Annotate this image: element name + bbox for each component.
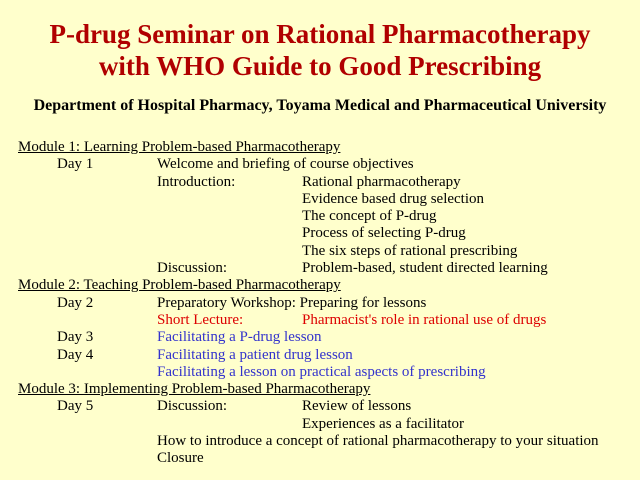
session-detail: The six steps of rational prescribing	[302, 242, 518, 259]
session-label: Facilitating a patient drug lesson	[157, 346, 353, 363]
session-detail: Experiences as a facilitator	[302, 415, 464, 432]
session-detail: Pharmacist's role in rational use of drugs	[302, 311, 547, 328]
session-label: Facilitating a lesson on practical aspects of prescribing	[157, 363, 486, 380]
module-heading-row	[18, 381, 634, 398]
schedule-row	[18, 450, 634, 467]
session-detail: Rational pharmacotherapy	[302, 173, 461, 190]
module-heading-row	[18, 277, 634, 294]
day-label: Day 1	[57, 156, 94, 173]
schedule-row	[18, 208, 634, 225]
session-detail: Process of selecting P-drug	[302, 225, 466, 242]
schedule-row	[18, 295, 634, 312]
schedule-row	[18, 364, 634, 381]
schedule-row	[18, 398, 634, 415]
seminar-schedule	[18, 139, 634, 468]
session-label: Short Lecture:	[157, 311, 244, 328]
schedule-row	[18, 329, 634, 346]
session-label: Preparatory Workshop: Preparing for lessons	[157, 294, 427, 311]
slide-title-line1: P-drug Seminar on Rational Pharmacotherapy	[49, 19, 591, 49]
session-detail: Problem-based, student directed learning	[302, 260, 548, 277]
session-label: Facilitating a P-drug lesson	[157, 329, 322, 346]
slide-title-line2: with WHO Guide to Good Prescribing	[98, 51, 542, 81]
schedule-row	[18, 347, 634, 364]
day-label: Day 3	[57, 329, 94, 346]
slide-title	[0, 18, 640, 82]
session-label: Discussion:	[157, 260, 228, 277]
schedule-row	[18, 312, 634, 329]
schedule-row	[18, 260, 634, 277]
schedule-row	[18, 191, 634, 208]
schedule-row	[18, 156, 634, 173]
slide-subtitle: Department of Hospital Pharmacy, Toyama Medical and Pharmaceutical University	[33, 97, 607, 114]
session-label: Discussion:	[157, 398, 228, 415]
day-label: Day 4	[57, 346, 94, 363]
session-label: Welcome and briefing of course objectives	[157, 156, 414, 173]
schedule-row	[18, 174, 634, 191]
schedule-row	[18, 225, 634, 242]
module-heading: Module 1: Learning Problem-based Pharmacotherapy	[18, 139, 341, 155]
session-detail: Evidence based drug selection	[302, 190, 485, 207]
schedule-row	[18, 433, 634, 450]
session-detail: Review of lessons	[302, 398, 412, 415]
module-heading: Module 2: Teaching Problem-based Pharmacotherapy	[18, 277, 341, 294]
session-label: Closure	[157, 450, 204, 467]
session-label: How to introduce a concept of rational pharmacotherapy to your situation	[157, 433, 599, 450]
session-label: Introduction:	[157, 173, 236, 190]
schedule-row	[18, 243, 634, 260]
module-heading-row	[18, 139, 634, 156]
day-label: Day 5	[57, 398, 94, 415]
session-detail: The concept of P-drug	[302, 208, 437, 225]
schedule-row	[18, 416, 634, 433]
day-label: Day 2	[57, 294, 94, 311]
module-heading: Module 3: Implementing Problem-based Pharmacotherapy	[18, 381, 371, 398]
